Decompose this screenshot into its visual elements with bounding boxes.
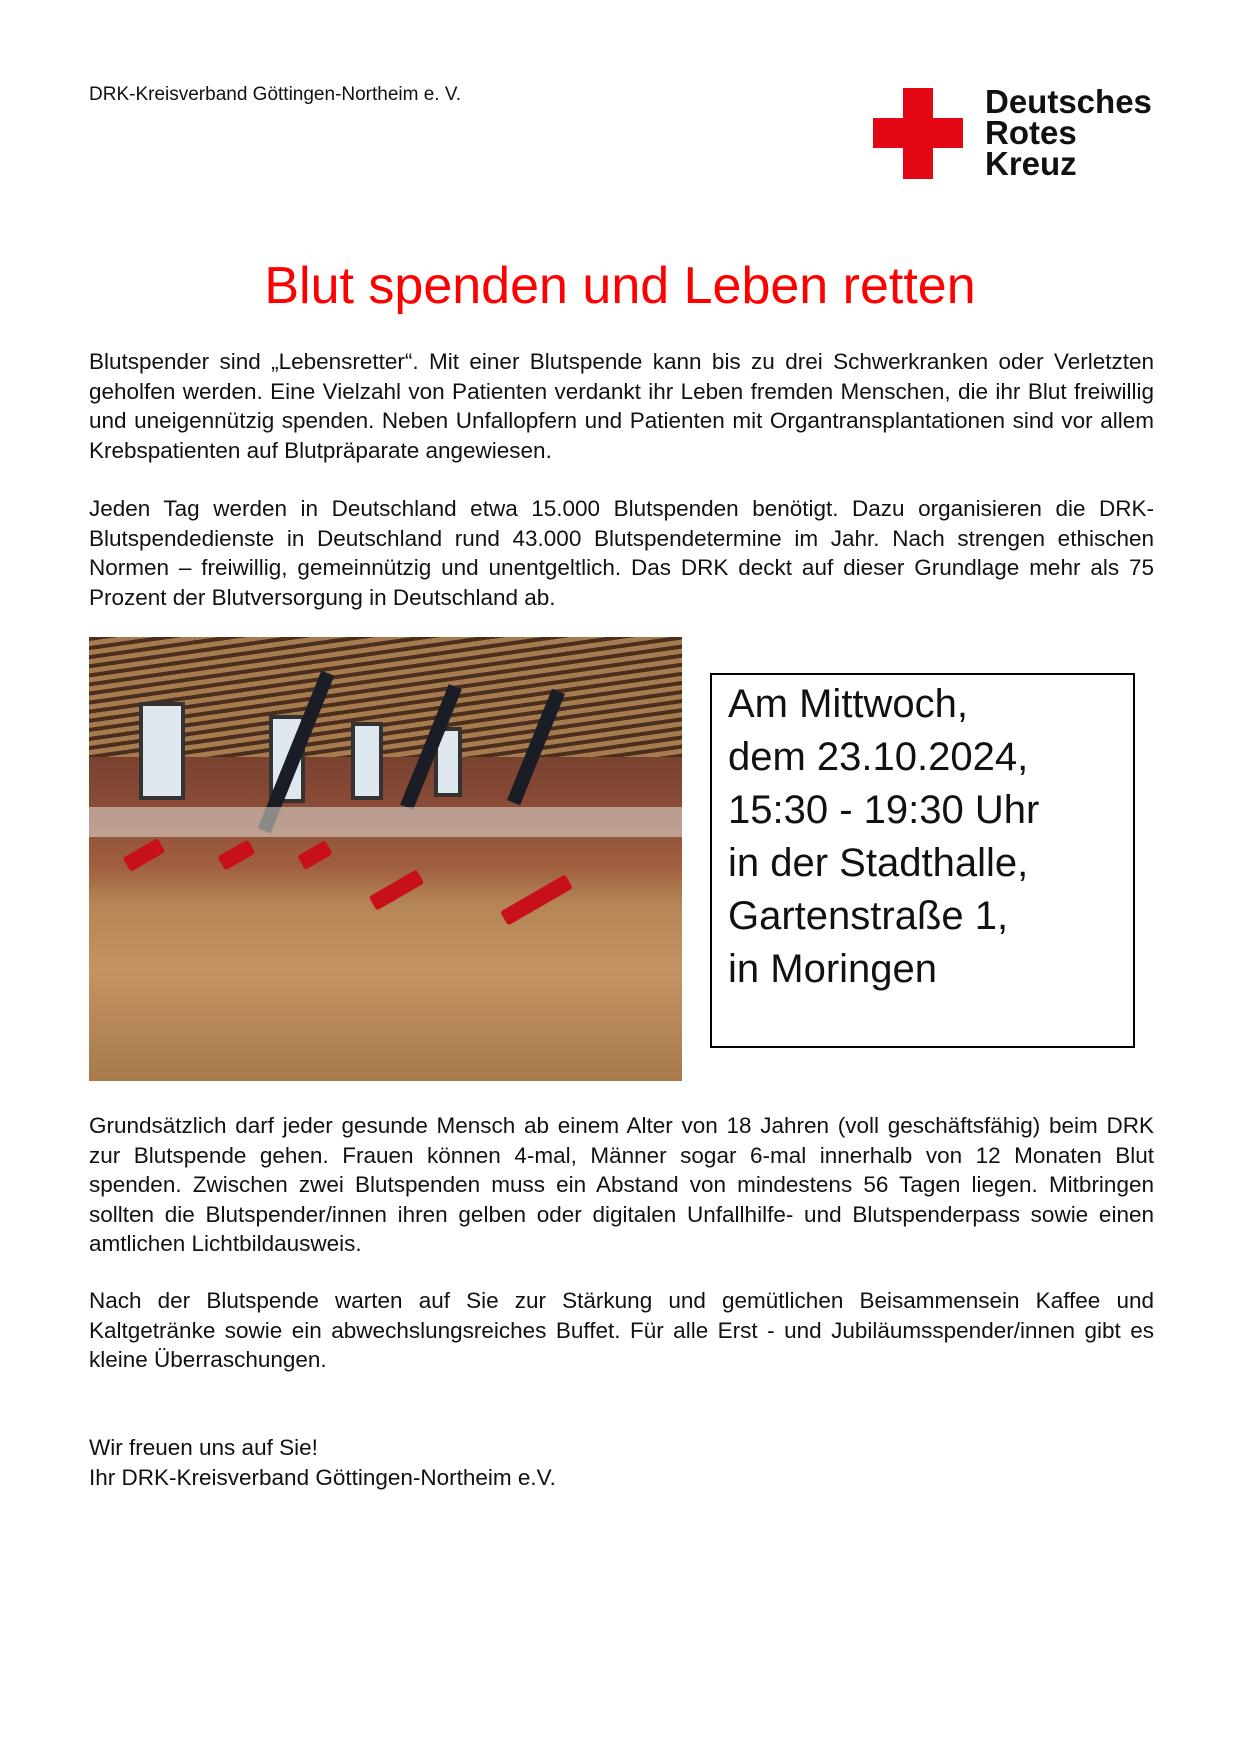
event-venue: in der Stadthalle, bbox=[728, 841, 1029, 885]
event-street: Gartenstraße 1, bbox=[728, 894, 1009, 938]
closing-signature: Ihr DRK-Kreisverband Göttingen-Northeim e.V. bbox=[89, 1464, 556, 1490]
event-details-box bbox=[710, 673, 1135, 1048]
blood-donation-hall-photo bbox=[89, 637, 682, 1081]
event-town: in Moringen bbox=[728, 947, 938, 991]
event-time: 15:30 - 19:30 Uhr bbox=[728, 788, 1040, 832]
event-date: dem 23.10.2024, bbox=[728, 735, 1029, 779]
organization-header: DRK-Kreisverband Göttingen-Northeim e. V. bbox=[89, 84, 462, 105]
logo-line: Kreuz bbox=[985, 145, 1077, 182]
drk-logo bbox=[873, 83, 1173, 182]
paragraph-refreshments: Nach der Blutspende warten auf Sie zur Stärkung und gemütlichen Beisammensein Kaffee und Kaltgetränke sowie ein abwechslungsreiches Buffet. Für alle Erst - und Jubiläumsspender/innen gibt es kleine Überraschungen. bbox=[89, 1288, 1154, 1372]
event-day: Am Mittwoch, bbox=[728, 682, 969, 726]
closing-greeting: Wir freuen uns auf Sie! bbox=[89, 1435, 318, 1460]
paragraph-eligibility: Grundsätzlich darf jeder gesunde Mensch ab einem Alter von 18 Jahren (voll geschäftsfähig) beim DRK zur Blutspende gehen. Frauen können 4-mal, Männer sogar 6-mal innerhalb von 12 Monaten Blut spenden. Zwischen zwei Blutspenden muss ein Abstand von mindestens 56 Tagen liegen. Mitbringen sollten die Blutspender/innen ihren gelben oder digitalen Unfallhilfe- und Blutspenderpass sowie einen amtlichen Lichtbildausweis. bbox=[89, 1113, 1154, 1256]
page-title: Blut spenden und Leben retten bbox=[264, 257, 976, 315]
logo-text bbox=[985, 83, 1152, 182]
logo-line: Rotes bbox=[985, 114, 1077, 151]
paragraph-intro: Blutspender sind „Lebensretter“. Mit einer Blutspende kann bis zu drei Schwerkranken oder Verletzten geholfen werden. Eine Vielzahl von Patienten verdankt ihr Leben fremden Menschen, die ihr Blut freiwillig und uneigennützig spenden. Neben Unfallopfern und Patienten mit Organtransplantationen sind vor allem Krebspatienten auf Blutpräparate angewiesen. bbox=[89, 349, 1154, 463]
closing bbox=[89, 1433, 556, 1492]
paragraph-statistics: Jeden Tag werden in Deutschland etwa 15.000 Blutspenden benötigt. Dazu organisieren die DRK-Blutspendedienste in Deutschland rund 43.000 Blutspendetermine im Jahr. Nach strengen ethischen Normen – freiwillig, gemeinnützig und unentgeltlich. Das DRK deckt auf dieser Grundlage mehr als 75 Prozent der Blutversorgung in Deutschland ab. bbox=[89, 496, 1154, 610]
logo-line: Deutsches bbox=[985, 83, 1152, 120]
